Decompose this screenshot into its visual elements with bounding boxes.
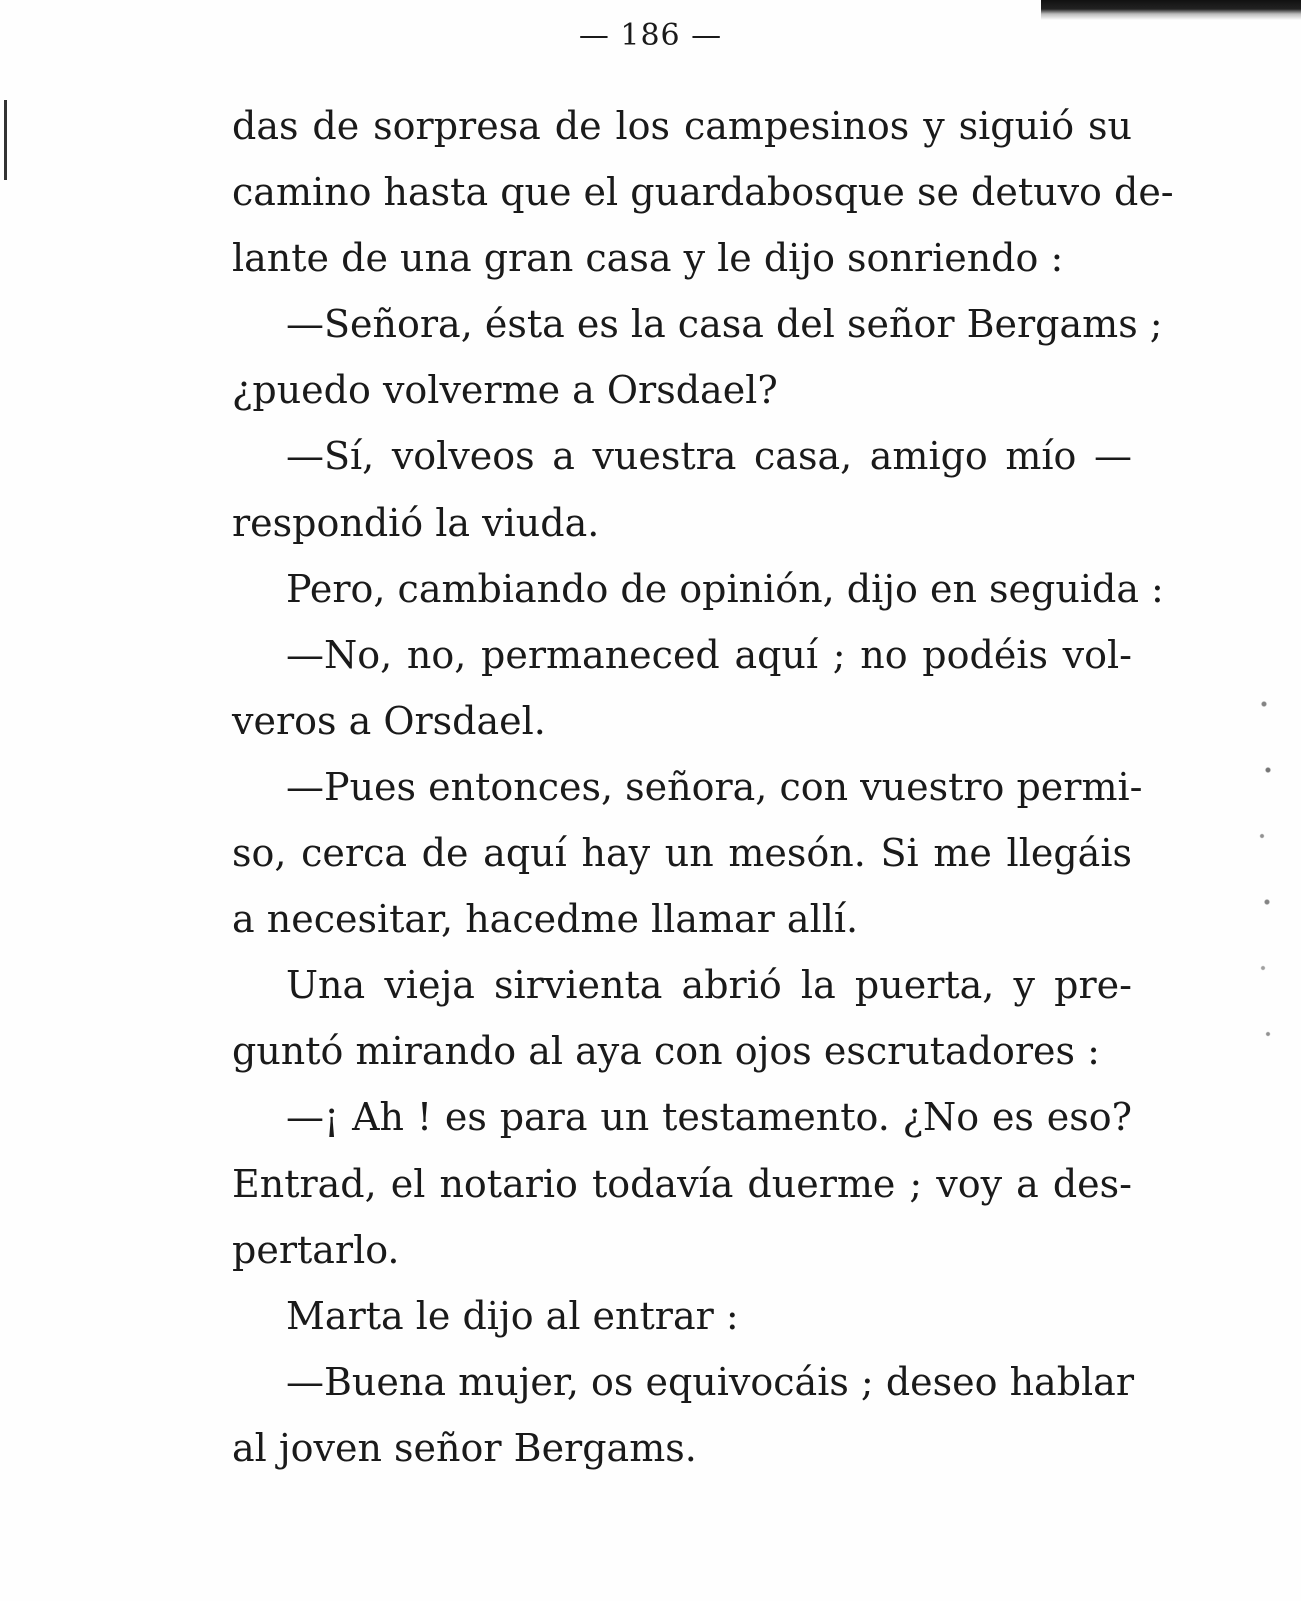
text-line: lante de una gran casa y le dijo sonriendo : <box>232 236 1064 281</box>
text-line: —¡ Ah ! es para un testamento. ¿No es eso? <box>286 1095 1132 1140</box>
text-line: Pero, cambiando de opinión, dijo en seguida : <box>286 566 1164 611</box>
text-line: so, cerca de aquí hay un mesón. Si me llegáis <box>232 831 1132 876</box>
text-line: ¿puedo volverme a Orsdael? <box>232 368 778 413</box>
text-line: —Señora, ésta es la casa del señor Bergams ; <box>286 302 1163 347</box>
text-line: Entrad, el notario todavía duerme ; voy a des- <box>232 1161 1132 1206</box>
text-line: camino hasta que el guardabosque se detuvo de- <box>232 170 1174 215</box>
text-line: —Buena mujer, os equivocáis ; deseo hablar <box>286 1359 1135 1404</box>
scan-edge-mark-left <box>4 100 7 180</box>
text-line: —Sí, volveos a vuestra casa, amigo mío — <box>286 434 1132 479</box>
body-text <box>232 93 1174 1481</box>
text-line: Una vieja sirvienta abrió la puerta, y pre- <box>286 963 1132 1008</box>
text-line: guntó mirando al aya con ojos escrutadores : <box>232 1029 1100 1074</box>
text-line: respondió la viuda. <box>232 500 600 545</box>
text-line: veros a Orsdael. <box>232 698 546 743</box>
text-line: das de sorpresa de los campesinos y siguió su <box>232 104 1132 148</box>
page-number: — 186 — <box>578 18 723 53</box>
text-line: a necesitar, hacedme llamar allí. <box>232 897 859 942</box>
scan-edge-mark <box>1041 0 1301 20</box>
text-line: al joven señor Bergams. <box>232 1425 697 1470</box>
text-line: —No, no, permaneced aquí ; no podéis vol- <box>286 632 1132 677</box>
text-line: pertarlo. <box>232 1227 400 1272</box>
text-line: —Pues entonces, señora, con vuestro permi- <box>286 764 1143 809</box>
scan-speckle <box>1256 660 1276 1100</box>
text-line: Marta le dijo al entrar : <box>286 1293 739 1338</box>
